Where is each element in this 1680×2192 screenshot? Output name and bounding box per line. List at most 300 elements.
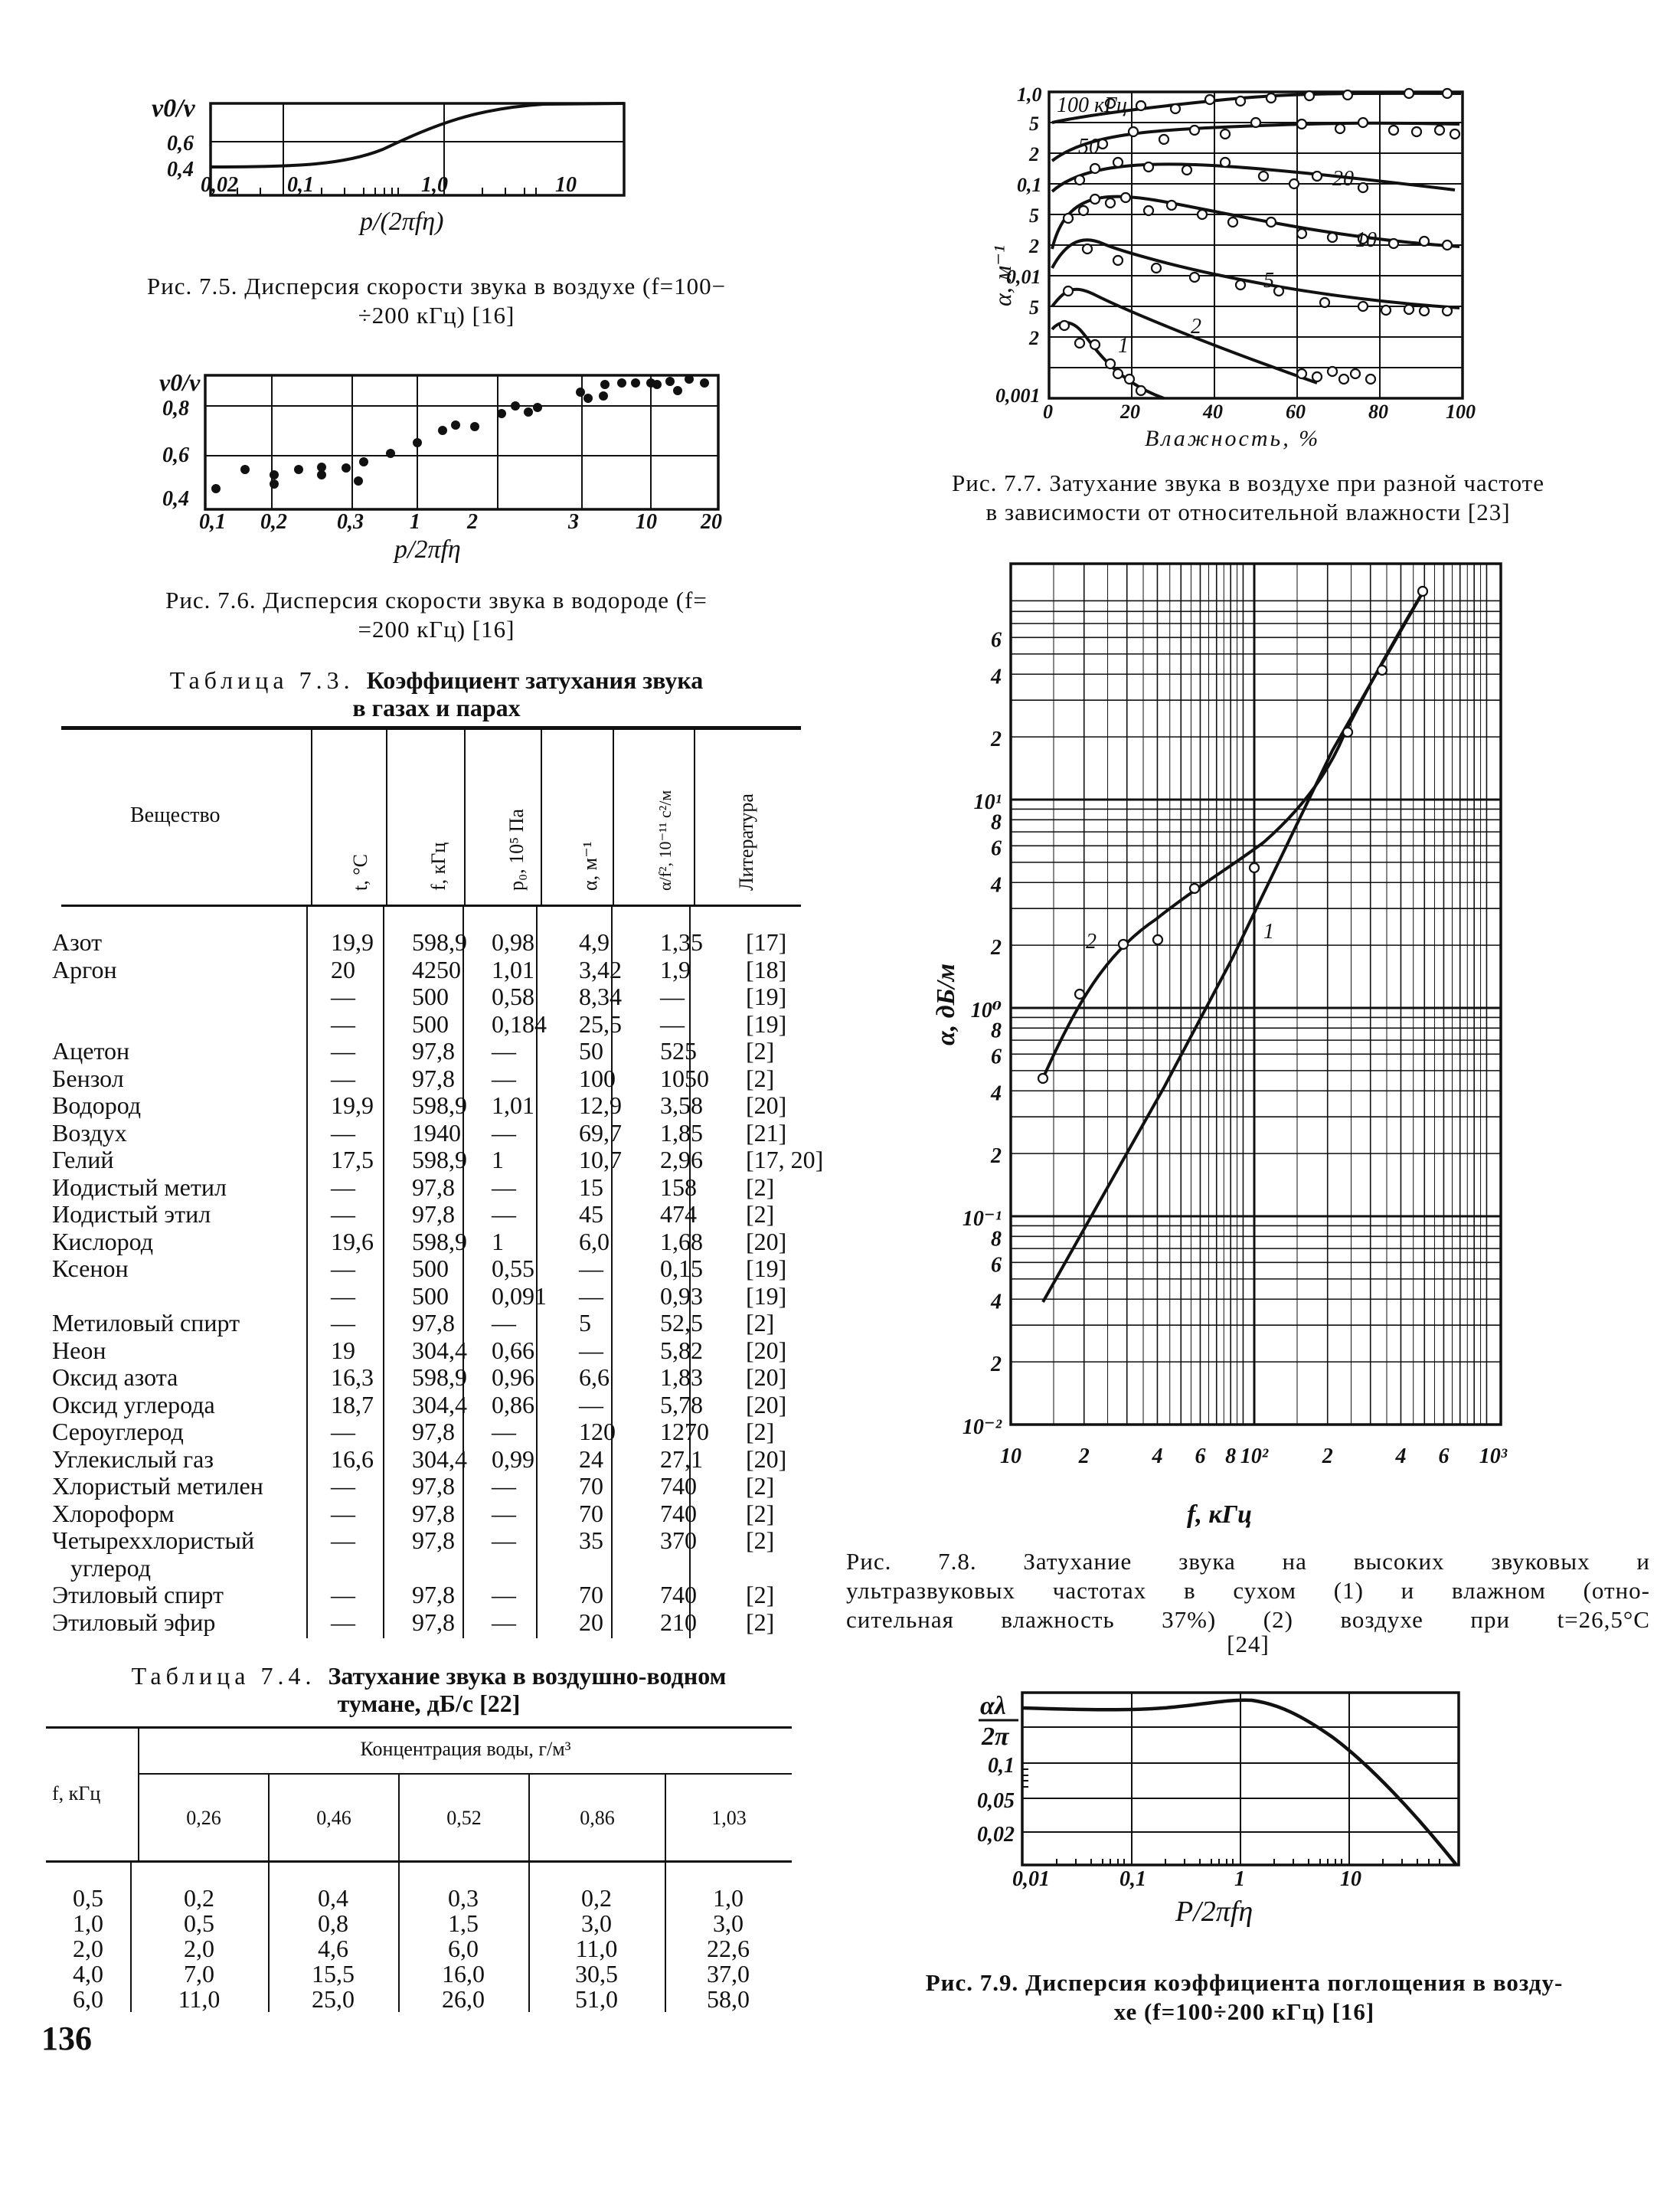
- table73-row: [52, 1392, 830, 1419]
- fig78-ytick: 8: [991, 810, 1002, 835]
- table73-row: [52, 1174, 830, 1202]
- table73-cell: Неон: [52, 1336, 106, 1364]
- fig76-chart: [145, 360, 743, 567]
- table74-title-line1: Затухание звука в воздушно-водном: [328, 1662, 727, 1690]
- table73-cell: 6,6: [579, 1363, 610, 1391]
- table73-cell: [2]: [746, 1064, 775, 1092]
- fig79-xtick-2: 1: [1234, 1867, 1245, 1891]
- table74-cell: 11,0: [178, 1985, 221, 2013]
- table74-row: [46, 1936, 792, 1961]
- table73-cell: [17, 20]: [746, 1146, 824, 1173]
- fig78-ytick: 4: [991, 1290, 1002, 1314]
- table73-header-alpha: α, м⁻¹: [579, 841, 601, 891]
- table73-cell: 1270: [660, 1418, 709, 1445]
- table74-conc-2: 0,52: [446, 1807, 482, 1829]
- table73-cell: Оксид азота: [52, 1363, 178, 1391]
- fig77-curve-100: 100 кГц: [1057, 93, 1128, 117]
- table73-cell: 500: [412, 1009, 449, 1038]
- table73-cell: [571, 1555, 652, 1582]
- table74-cell: 3,0: [713, 1909, 744, 1937]
- table73-row: [52, 1092, 830, 1120]
- table73-cell: 35: [579, 1526, 603, 1554]
- fig75-caption-line2: ÷200 кГц) [16]: [358, 302, 515, 329]
- fig78-ytick: 10¹: [973, 790, 1002, 814]
- table73-cell: Гелий: [52, 1146, 114, 1173]
- table73-header-substance: Вещество: [130, 803, 221, 827]
- fig78-caption-line2: ультразвуковых частотах в сухом (1) и влажном (отно-: [846, 1577, 1650, 1604]
- table73-cell: Этиловый спирт: [52, 1581, 224, 1608]
- table73-cell: Сероуглерод: [52, 1418, 184, 1445]
- table74-conc-1: 0,46: [316, 1807, 351, 1829]
- table74-cell: 58,0: [707, 1985, 750, 2013]
- table73-cell: 0,15: [660, 1255, 703, 1282]
- fig78-ytick: 10⁻²: [962, 1415, 1002, 1439]
- table73-cell: [2]: [746, 1418, 775, 1445]
- table74-cell: 1,0: [713, 1884, 744, 1912]
- table73-cell: [2]: [746, 1472, 775, 1500]
- fig76-xtick-3: 1: [410, 510, 420, 534]
- table73-cell: —: [492, 1581, 516, 1608]
- fig76-caption-line2: =200 кГц) [16]: [358, 616, 515, 643]
- table73-cell: 0,99: [492, 1444, 534, 1473]
- table74-cell: 0,4: [318, 1884, 348, 1912]
- table73-cell: 304,4: [412, 1390, 467, 1418]
- table73-cell: углерод: [70, 1553, 152, 1582]
- table74-cell: 37,0: [707, 1960, 750, 1988]
- fig76-xtick-1: 0,2: [260, 510, 287, 534]
- table73-row: [52, 1473, 830, 1500]
- table73-cell: 1: [492, 1227, 504, 1255]
- fig75-xtick-1-0: 1,0: [421, 173, 448, 197]
- fig78-ytick: 6: [991, 628, 1002, 653]
- table73-cell: 16,6: [331, 1444, 374, 1473]
- table73-cell: 1,68: [660, 1227, 703, 1255]
- table73-cell: 500: [412, 1281, 449, 1310]
- fig78-curve-1: [1043, 590, 1424, 1302]
- table73-row: [52, 1283, 830, 1310]
- table73-cell: Четыреххлористый: [52, 1526, 255, 1554]
- table73-cell: 70: [579, 1581, 603, 1608]
- table74-cell: 0,8: [318, 1909, 348, 1937]
- table73-cell: —: [331, 1173, 355, 1201]
- fig78-xtick: 4: [1395, 1444, 1407, 1468]
- table74-row: [46, 1886, 792, 1911]
- table74-title-line2: тумане, дБ/с [22]: [337, 1690, 521, 1717]
- fig78-caption-line4: [24]: [1227, 1631, 1270, 1657]
- table73-row: [52, 983, 830, 1011]
- table73-cell: —: [579, 1281, 603, 1310]
- table73-cell: 97,8: [412, 1418, 455, 1445]
- table73-row: [52, 929, 830, 957]
- fig78-ytick: 4: [991, 1081, 1002, 1106]
- table73-cell: [2]: [746, 1526, 775, 1554]
- fig76-xtick-7: 20: [701, 510, 722, 534]
- table74-conc-3: 0,86: [580, 1807, 615, 1829]
- table73-cell: 27,1: [660, 1444, 703, 1473]
- table73-cell: [2]: [746, 1499, 775, 1527]
- table73-cell: —: [492, 1037, 516, 1065]
- table73-cell: 304,4: [412, 1444, 467, 1473]
- fig76-points: [211, 375, 709, 493]
- fig78-xtick: 6: [1438, 1444, 1450, 1468]
- table74-cell: 3,0: [581, 1909, 612, 1937]
- table73-cell: 120: [579, 1418, 616, 1445]
- fig78-ytick: 6: [991, 1045, 1002, 1069]
- fig78-xtick: 10: [1000, 1444, 1021, 1468]
- table73-cell: 20: [331, 955, 355, 983]
- table74-cell: 6,0: [448, 1935, 479, 1962]
- fig77-ytick-3: 0,1: [1017, 174, 1042, 196]
- fig77-ytick-6: 0,01: [1006, 266, 1041, 288]
- table74-row: [46, 1911, 792, 1936]
- table73-cell: —: [492, 1309, 516, 1336]
- fig75-caption: [46, 272, 827, 330]
- fig77-ytick-8: 2: [1029, 327, 1039, 349]
- fig79-xtick-1: 0,1: [1119, 1867, 1146, 1891]
- table73-cell: 4250: [412, 955, 461, 983]
- table73-cell: 1,01: [492, 1091, 534, 1119]
- table73-title-line1: Коэффициент затухания звука: [366, 666, 704, 694]
- fig79-ytick-0: 0,1: [988, 1754, 1015, 1778]
- table73-cell: Иодистый этил: [52, 1200, 211, 1228]
- table73-cell: 97,8: [412, 1200, 455, 1228]
- table74-cell: 0,2: [581, 1884, 612, 1912]
- table74-title: [46, 1662, 812, 1717]
- fig79-xlabel: P/2πfη: [1175, 1896, 1253, 1928]
- table73-cell: 52,5: [660, 1309, 703, 1336]
- table73-cell: 5: [579, 1309, 591, 1336]
- table73-cell: 598,9: [412, 1146, 467, 1173]
- table73-cell: 19,9: [331, 1091, 374, 1119]
- table73-row: [52, 1609, 830, 1637]
- table74-cell: 1,5: [448, 1909, 479, 1937]
- fig77-xtick-5: 100: [1446, 401, 1476, 423]
- table73-cell: [19]: [746, 983, 787, 1010]
- fig75-xtick-10: 10: [555, 173, 577, 197]
- table74-conc-4: 1,03: [711, 1807, 747, 1829]
- table73-title-line2: в газах и парах: [352, 694, 521, 721]
- table74-prefix: Таблица 7.4.: [131, 1662, 316, 1690]
- table73-row: [52, 1065, 830, 1093]
- table73-cell: 17,5: [331, 1146, 374, 1173]
- fig77-ytick-1: 5: [1029, 113, 1039, 135]
- fig78-ytick: 2: [991, 1144, 1002, 1169]
- fig78-ylabel: α, дБ/м: [932, 963, 960, 1045]
- fig78-curve-label-1: 1: [1263, 920, 1274, 944]
- table73-cell: 1,01: [492, 955, 534, 983]
- fig77-xtick-1: 20: [1120, 401, 1140, 423]
- table73-cell: 97,8: [412, 1173, 455, 1201]
- table73-cell: —: [331, 1418, 355, 1445]
- fig77-ytick-7: 5: [1029, 296, 1039, 319]
- table73-cell: Метиловый спирт: [52, 1309, 240, 1336]
- table73-cell: 0,98: [492, 928, 534, 956]
- fig78-ytick: 6: [991, 836, 1002, 861]
- table73-cell: Бензол: [52, 1064, 124, 1092]
- table73-cell: 500: [412, 983, 449, 1010]
- fig75-ylabel: v0/v: [152, 94, 195, 123]
- table73-cell: 4,9: [579, 928, 610, 956]
- fig77-ytick-0: 1,0: [1017, 83, 1042, 106]
- fig78-caption: [846, 1547, 1650, 1657]
- fig78-yticks: [963, 628, 1002, 1439]
- table73-header-alpha-f2: α/f², 10⁻¹¹ с²/м: [655, 790, 675, 891]
- table73-cell: [20]: [746, 1363, 787, 1391]
- fig75-xlabel: p/(2πfη): [360, 208, 444, 236]
- table73-cell: —: [660, 1009, 685, 1038]
- table74-cell: 51,0: [575, 1985, 618, 2013]
- fig78-xtick: 8: [1225, 1444, 1237, 1468]
- table74-row: [46, 1987, 792, 2012]
- fig79-ylabel-bottom: 2π: [982, 1723, 1009, 1751]
- table73-cell: 18,7: [331, 1390, 374, 1418]
- fig76-caption-line1: Рис. 7.6. Дисперсия скорости звука в водороде (f=: [165, 587, 708, 613]
- table73-cell: 474: [660, 1200, 697, 1228]
- table73-vline-4: [541, 730, 542, 905]
- fig76-xlabel: p/2πfη: [394, 535, 461, 564]
- fig78-xtick: 2: [1078, 1444, 1090, 1468]
- table73-cell: 0,66: [492, 1336, 534, 1364]
- table74-cell: 26,0: [442, 1985, 485, 2013]
- table73-cell: 740: [660, 1581, 697, 1608]
- table73-row: [52, 1337, 830, 1365]
- fig78-ytick: 8: [991, 1019, 1002, 1043]
- table73-cell: 70: [579, 1499, 603, 1527]
- table73-cell: 50: [579, 1037, 603, 1065]
- fig79-chart: [957, 1677, 1493, 1930]
- table73-cell: —: [492, 1118, 516, 1147]
- table73-row: [52, 1446, 830, 1474]
- table73-row: [52, 1310, 830, 1337]
- fig78-xtick: 10²: [1240, 1444, 1269, 1468]
- table73-cell: —: [331, 983, 355, 1010]
- table74-cell: 4,0: [73, 1960, 103, 1988]
- fig78-ytick: 8: [991, 1227, 1002, 1251]
- table73-cell: Аргон: [52, 955, 117, 983]
- table73-cell: 0,93: [660, 1281, 703, 1310]
- table73-cell: 0,86: [492, 1390, 534, 1418]
- fig78-xlabel: f, кГц: [1187, 1500, 1252, 1529]
- table73-cell: [20]: [746, 1227, 787, 1255]
- table73-cell: 1,35: [660, 928, 703, 956]
- table73-cell: Хлороформ: [52, 1499, 175, 1527]
- table73-cell: 370: [660, 1526, 697, 1554]
- fig79-ylabel-top: αλ: [980, 1692, 1006, 1720]
- table73-row: [52, 1364, 830, 1392]
- fig78-chart: [927, 551, 1524, 1539]
- table73-cell: Этиловый эфир: [52, 1608, 216, 1636]
- table73-cell: —: [579, 1336, 603, 1364]
- fig77-ytick-9: 0,001: [995, 384, 1041, 407]
- table73-row: [52, 1582, 830, 1609]
- fig76-xtick-0: 0,1: [199, 510, 226, 534]
- table73-cell: 100: [579, 1064, 616, 1092]
- fig77-curve-2: 2: [1191, 315, 1201, 339]
- fig78-ytick: 10⁰: [970, 999, 1002, 1022]
- fig78-xticks: [1000, 1444, 1508, 1468]
- table73-cell: 97,8: [412, 1608, 455, 1636]
- fig77-curve-1: 1: [1118, 334, 1129, 358]
- table73-cell: Водород: [52, 1091, 142, 1119]
- table73-row: [52, 1147, 830, 1174]
- table73-cell: 15: [579, 1173, 603, 1201]
- table73-cell: [2]: [746, 1309, 775, 1336]
- table73-cell: 5,78: [660, 1390, 703, 1418]
- fig77-curve-5: 5: [1263, 269, 1274, 293]
- table73-row: [52, 1201, 830, 1229]
- table73-cell: Оксид углерода: [52, 1390, 215, 1418]
- fig77-xlabel: Влажность, %: [1145, 426, 1321, 451]
- table73-cell: [735, 1555, 830, 1582]
- table73-title: [46, 666, 827, 721]
- table73-cell: —: [331, 1009, 355, 1038]
- table73-cell: —: [660, 983, 685, 1010]
- table73-cell: 12,9: [579, 1091, 622, 1119]
- table73-cell: 500: [412, 1255, 449, 1282]
- table74-cell: 2,0: [184, 1935, 214, 1962]
- table73-cell: 19,6: [331, 1227, 374, 1255]
- fig75-ytick-0-4: 0,4: [167, 158, 194, 182]
- table73-cell: 97,8: [412, 1499, 455, 1527]
- table73-cell: 20: [579, 1608, 603, 1636]
- table73-row: [52, 1527, 830, 1555]
- table73-cell: [19]: [746, 1255, 787, 1282]
- table73-cell: 1,85: [660, 1118, 703, 1147]
- fig76-xtick-2: 0,3: [337, 510, 364, 534]
- table73-cell: —: [331, 1608, 355, 1636]
- table73-cell: 70: [579, 1472, 603, 1500]
- table73-cell: [20]: [746, 1444, 787, 1473]
- fig76-ylabel: v0/v: [159, 368, 201, 396]
- fig78-curve-label-2: 2: [1086, 930, 1097, 954]
- table73-row: [52, 1229, 830, 1256]
- table73-cell: 1050: [660, 1064, 709, 1092]
- table73-cell: 10,7: [579, 1146, 622, 1173]
- table73-vline-3: [464, 730, 466, 905]
- table74-cell: 7,0: [184, 1960, 214, 1988]
- fig77-curve-10: 10: [1355, 228, 1377, 252]
- fig78-caption-line1: Рис. 7.8. Затухание звука на высоких звуковых и: [846, 1548, 1650, 1575]
- table73-cell: Азот: [52, 928, 103, 956]
- table73-cell: —: [331, 1037, 355, 1065]
- fig78-ytick: 10⁻¹: [962, 1207, 1002, 1231]
- table73-cell: —: [492, 1608, 516, 1636]
- table73-cell: 69,7: [579, 1118, 622, 1147]
- table73-cell: 1940: [412, 1118, 461, 1147]
- fig77-curve-50: 50: [1078, 135, 1100, 159]
- table73-header-t: t, °С: [349, 854, 371, 891]
- table73-cell: 25,5: [579, 1009, 622, 1038]
- table73-cell: Кислород: [52, 1227, 153, 1255]
- table73-cell: Иодистый метил: [52, 1173, 227, 1201]
- table73-cell: [2]: [746, 1037, 775, 1065]
- table73-cell: 19,9: [331, 928, 374, 956]
- table74-cell: 0,2: [184, 1884, 214, 1912]
- table73-cell: [2]: [746, 1173, 775, 1201]
- table74-cell: 11,0: [575, 1935, 618, 1962]
- table73-row: [52, 1500, 830, 1528]
- table73-cell: 598,9: [412, 1091, 467, 1119]
- table73-cell: [2]: [746, 1608, 775, 1636]
- fig76-ytick-0-8: 0,8: [162, 397, 189, 420]
- fig77-chart: [989, 77, 1501, 460]
- fig77-ylabel: α, м⁻¹: [989, 245, 1016, 306]
- table73-cell: —: [492, 1418, 516, 1445]
- table73-cell: —: [579, 1390, 603, 1418]
- table74-header: [46, 1729, 792, 1860]
- table73-cell: 2,96: [660, 1146, 703, 1173]
- table73-cell: —: [331, 1255, 355, 1282]
- table73-vline-6: [694, 730, 695, 905]
- table74-conc-0: 0,26: [186, 1807, 221, 1829]
- table74-cell: 0,5: [184, 1909, 214, 1937]
- table73-cell: [20]: [746, 1091, 787, 1119]
- table73-cell: 525: [660, 1037, 697, 1065]
- fig77-caption-line2: в зависимости от относительной влажности [23]: [985, 499, 1511, 525]
- table73-cell: —: [331, 1309, 355, 1336]
- table73-header-p0: p₀, 10⁵ Па: [505, 809, 528, 891]
- table73-cell: 3,58: [660, 1091, 703, 1119]
- table73-cell: —: [579, 1255, 603, 1282]
- fig76-caption: [46, 586, 827, 644]
- fig75-xtick-0-1: 0,1: [287, 173, 314, 197]
- table73-cell: [652, 1555, 735, 1582]
- table74-header-rule: [46, 1860, 792, 1863]
- fig79-ytick-2: 0,02: [977, 1823, 1015, 1847]
- table73-cell: 3,42: [579, 955, 622, 983]
- table73-cell: 598,9: [412, 1227, 467, 1255]
- fig76-xtick-5: 3: [568, 510, 579, 534]
- table74-cell: 0,5: [73, 1884, 103, 1912]
- table73-cell: Ацетон: [52, 1037, 130, 1065]
- table73-cell: [52, 983, 325, 1011]
- table73-cell: [489, 1555, 571, 1582]
- fig77-xtick-0: 0: [1043, 401, 1053, 423]
- fig78-ytick: 2: [991, 1353, 1002, 1377]
- table73-cell: 8,34: [579, 983, 622, 1010]
- table73-cell: —: [492, 1472, 516, 1500]
- table73-cell: [20]: [746, 1390, 787, 1418]
- fig77-caption-line1: Рис. 7.7. Затухание звука в воздухе при разной частоте: [952, 469, 1544, 496]
- fig78-xtick: 6: [1195, 1444, 1206, 1468]
- table73-cell: 598,9: [412, 1363, 467, 1391]
- table73-row: [52, 1255, 830, 1283]
- table73-cell: —: [492, 1064, 516, 1092]
- table73-cell: —: [331, 1472, 355, 1500]
- fig78-xtick: 2: [1322, 1444, 1333, 1468]
- table73-row: [52, 1555, 830, 1582]
- table73-cell: 45: [579, 1200, 603, 1228]
- table74-cell: 6,0: [73, 1985, 103, 2013]
- table73-cell: [20]: [746, 1336, 787, 1364]
- table73-header-lit: Литература: [735, 793, 757, 891]
- table74-cell: 2,0: [73, 1935, 103, 1962]
- table73-cell: —: [492, 1499, 516, 1527]
- fig78-xtick: 4: [1152, 1444, 1163, 1468]
- fig76-ytick-0-6: 0,6: [162, 443, 189, 467]
- table73-cell: Углекислый газ: [52, 1444, 214, 1473]
- fig79-ytick-1: 0,05: [977, 1789, 1015, 1813]
- table73-cell: 24: [579, 1444, 603, 1473]
- fig79-xtick-0: 0,01: [1012, 1867, 1050, 1891]
- table73-cell: 0,55: [492, 1255, 534, 1282]
- table73-cell: Воздух: [52, 1118, 127, 1147]
- table73-vline-2: [386, 730, 387, 905]
- table73-vline-5: [613, 730, 614, 905]
- table73-cell: —: [492, 1526, 516, 1554]
- table73-cell: [17]: [746, 928, 787, 956]
- table73-row: [52, 1120, 830, 1147]
